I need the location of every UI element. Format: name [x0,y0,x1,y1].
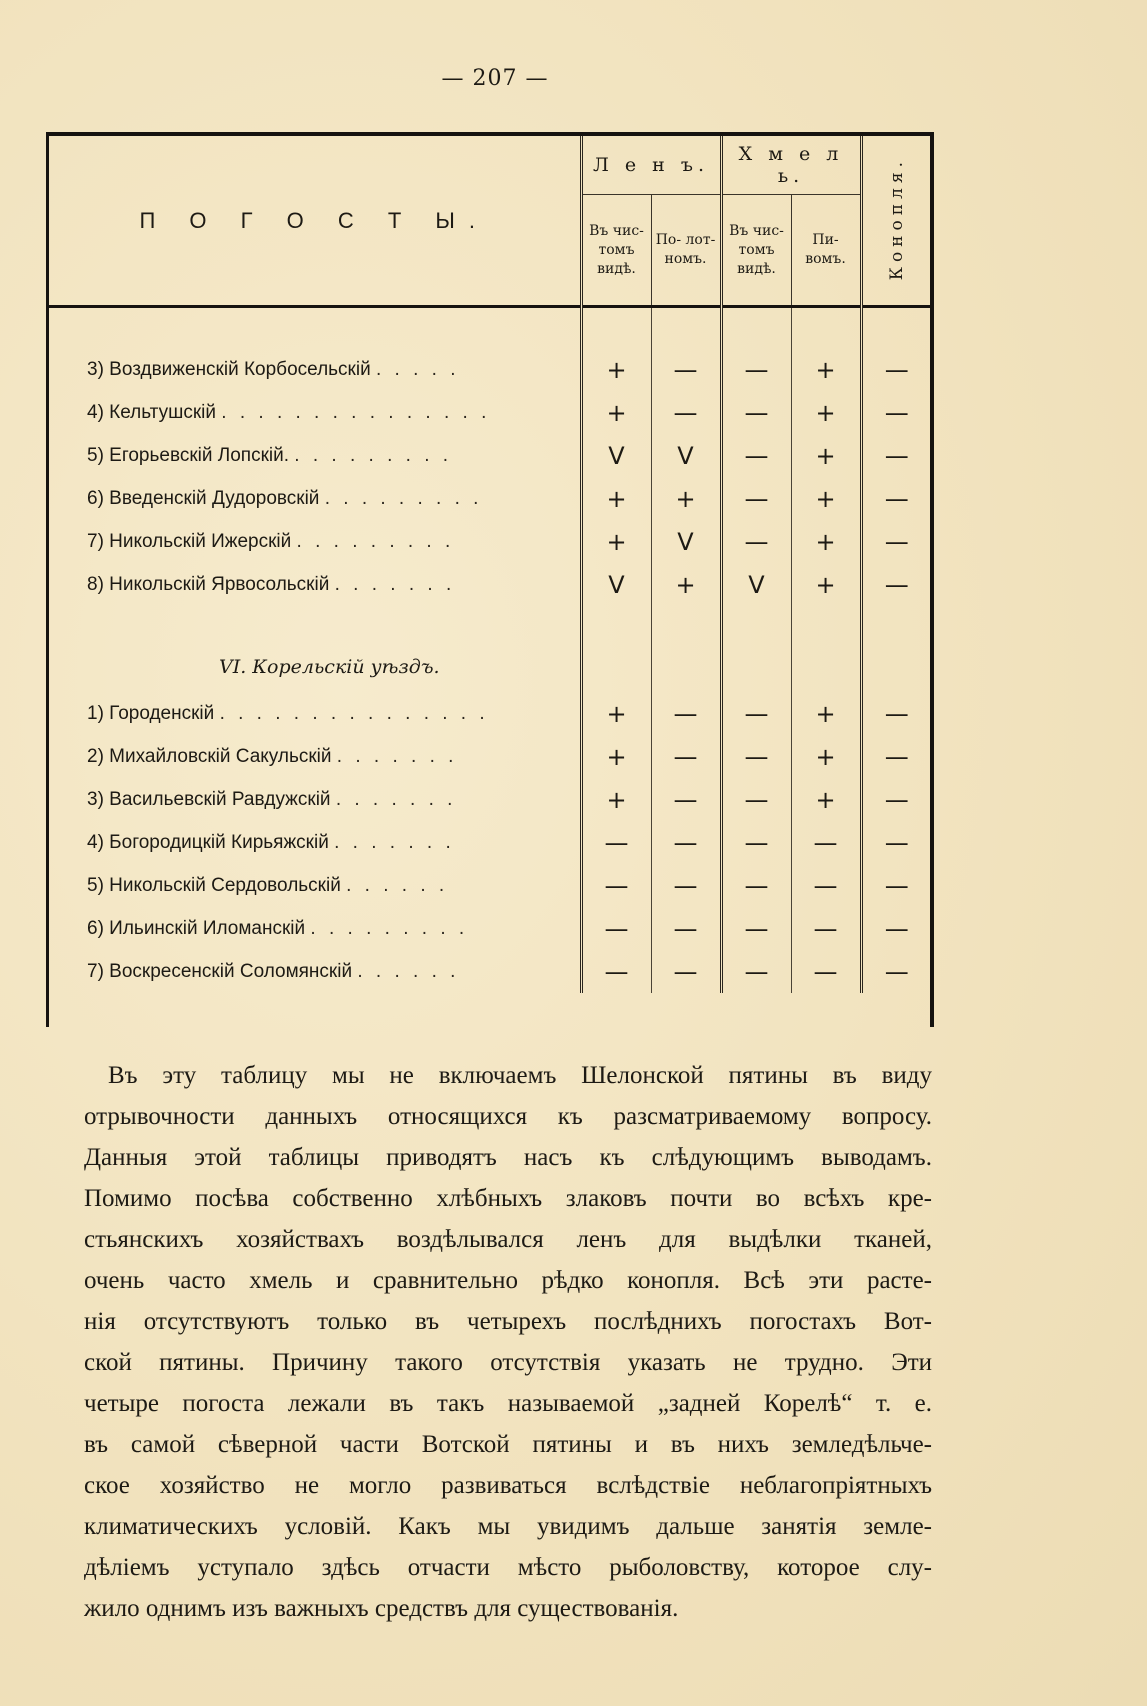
mark-hmel-beer: + [791,735,861,778]
leader-dots: . . . . . . . [334,573,456,595]
mark-konoplya: — [884,398,909,427]
mark-len-cloth: + [651,563,721,606]
paragraph-line: дѣліемъ уступало здѣсь отчасти мѣсто рыболовству, которое слу- [84,1554,932,1581]
pogost-label: 7) Никольскій Ижерскій [87,530,292,552]
mark-hmel-beer: — [791,821,861,864]
table-row [49,864,931,907]
mark-hmel-beer: — [791,950,861,993]
pogost-name [49,563,581,606]
leader-dots: . . . . . . . [335,788,457,810]
mark-len-pure: + [581,778,651,821]
leader-dots: . . . . . . . . . [296,530,455,552]
mark-konoplya: — [884,355,909,384]
pogost-name [49,434,581,477]
mark-hmel-beer: + [791,348,861,391]
mark-len-cloth: — [651,821,721,864]
body-paragraph [84,1055,932,1629]
table-row [49,821,931,864]
mark-konoplya: — [884,785,909,814]
mark-hmel-pure: — [721,950,791,993]
mark-len-pure: — [581,864,651,907]
pogost-name [49,477,581,520]
table-row [49,477,931,520]
mark-len-pure: + [581,735,651,778]
mark-hmel-pure: — [721,692,791,735]
mark-hmel-pure: — [721,907,791,950]
mark-len-pure: + [581,477,651,520]
mark-len-cloth: — [651,778,721,821]
table-row [49,563,931,606]
leader-dots: . . . . . . . . . . . . . . . [219,702,489,724]
table-row [49,391,931,434]
paragraph-line: Въ эту таблицу мы не включаемъ Шелонской пятины въ виду [108,1062,932,1089]
header-hmel-beer: Пи- вомъ. [791,195,861,307]
paragraph-line: очень часто хмель и сравнительно рѣдко конопля. Всѣ эти расте- [84,1267,932,1294]
table-row [49,907,931,950]
paragraph-line: нія отсутствуютъ только въ четырехъ послѣднихъ погостахъ Вот- [84,1308,932,1335]
leader-dots: . . . . . . . . . [310,917,469,939]
section-row [49,642,931,692]
pogost-name [49,907,581,950]
mark-konoplya: — [884,914,909,943]
leader-dots: . . . . . . . . . [294,444,453,466]
table-row [49,520,931,563]
pogost-label: 1) Городенскій [87,702,215,724]
mark-len-pure: V [581,563,651,606]
pogost-name [49,821,581,864]
paragraph-line: ской пятины. Причину такого отсутствія указать не трудно. Эти [84,1349,932,1376]
mark-hmel-beer: + [791,563,861,606]
paragraph-line: стьянскихъ хозяйствахъ воздѣлывался ленъ для выдѣлки тканей, [84,1226,932,1253]
leader-dots: . . . . . . . [336,745,458,767]
mark-hmel-pure: — [721,391,791,434]
mark-konoplya: — [884,828,909,857]
mark-hmel-pure: — [721,864,791,907]
pogost-label: 5) Егорьевскій Лопскій. [87,444,290,466]
mark-hmel-beer: + [791,692,861,735]
mark-len-pure: + [581,348,651,391]
paragraph-line: Помимо посѣва собственно хлѣбныхъ злаковъ почти во всѣхъ кре- [84,1185,932,1212]
mark-hmel-beer: + [791,477,861,520]
mark-konoplya: — [884,570,909,599]
mark-hmel-pure: — [721,477,791,520]
mark-hmel-beer: + [791,391,861,434]
header-pogosty: П О Г О С Т Ы. [49,136,581,307]
mark-hmel-beer: — [791,907,861,950]
table-row [49,735,931,778]
mark-konoplya: — [884,957,909,986]
header-len-cloth: По- лот- номъ. [651,195,721,307]
paragraph-line: въ самой сѣверной части Вотской пятины и въ нихъ земледѣльче- [84,1431,932,1458]
leader-dots: . . . . . . . . . [324,487,483,509]
paragraph-line: ское хозяйство не могло развиваться вслѣдствіе неблагопріятныхъ [84,1472,932,1499]
pogost-name [49,520,581,563]
mark-len-pure: — [581,950,651,993]
pogost-label: 6) Введенскій Дудоровскій [87,487,320,509]
header-len: Л е н ъ. [581,136,721,195]
table-row [49,692,931,735]
mark-konoplya: — [884,484,909,513]
mark-len-cloth: — [651,907,721,950]
pogosty-table [46,132,934,1027]
mark-konoplya: — [884,527,909,556]
mark-hmel-pure: — [721,520,791,563]
paragraph-line: отрывочности данныхъ относящихся къ разсматриваемому вопросу. [84,1103,932,1130]
header-len-pure: Въ чис- томъ видѣ. [581,195,651,307]
mark-len-pure: V [581,434,651,477]
header-hmel: Х м е л ь. [721,136,861,195]
table-row [49,950,931,993]
paragraph-line: климатическихъ условій. Какъ мы увидимъ дальше занятія земле- [84,1513,932,1540]
leader-dots: . . . . . . [357,960,460,982]
mark-len-cloth: — [651,950,721,993]
leader-dots: . . . . . . . . . . . . . . . [221,401,491,423]
mark-hmel-pure: — [721,821,791,864]
mark-len-pure: + [581,520,651,563]
mark-hmel-pure: — [721,735,791,778]
pogost-label: 4) Богородицкій Кирьяжскій [87,831,329,853]
pogost-name [49,692,581,735]
pogost-name [49,864,581,907]
mark-len-cloth: V [651,520,721,563]
section-title: VI. Корельскій уѣздъ. [49,642,581,692]
mark-len-cloth: + [651,477,721,520]
mark-hmel-beer: + [791,520,861,563]
pogost-label: 6) Ильинскій Иломанскій [87,917,306,939]
pogost-name [49,950,581,993]
mark-len-pure: + [581,391,651,434]
paragraph-line: жило однимъ изъ важныхъ средствъ для существованія. [84,1595,679,1622]
mark-konoplya: — [884,441,909,470]
pogost-label: 4) Кельтушскій [87,401,216,423]
header-konoplya: Конопля. [861,136,931,307]
pogost-label: 7) Воскресенскій Соломянскій [87,960,353,982]
mark-len-cloth: — [651,864,721,907]
mark-len-cloth: — [651,348,721,391]
mark-len-cloth: — [651,735,721,778]
leader-dots: . . . . . . [346,874,449,896]
mark-len-pure: — [581,907,651,950]
pogost-label: 8) Никольскій Ярвосольскій [87,573,330,595]
mark-len-pure: — [581,821,651,864]
mark-len-cloth: V [651,434,721,477]
mark-hmel-beer: + [791,778,861,821]
mark-len-cloth: — [651,391,721,434]
pogost-label: 5) Никольскій Сердовольскій [87,874,341,896]
leader-dots: . . . . . . . [334,831,455,853]
mark-konoplya: — [884,742,909,771]
paragraph-line: четыре погоста лежали въ такъ называемой „задней Корелѣ“ т. е. [84,1390,932,1417]
pogost-name [49,348,581,391]
paragraph-line: Данныя этой таблицы приводятъ насъ къ слѣдующимъ выводамъ. [84,1144,932,1171]
page-number: — 207 — [441,66,549,91]
pogost-label: 3) Воздвиженскій Корбосельскій [87,358,371,380]
mark-hmel-beer: + [791,434,861,477]
mark-hmel-pure: V [721,563,791,606]
table-row [49,434,931,477]
mark-konoplya: — [884,699,909,728]
pogost-name [49,735,581,778]
table-row [49,778,931,821]
pogost-label: 3) Васильевскій Равдужскій [87,788,331,810]
pogost-name [49,391,581,434]
mark-hmel-pure: — [721,434,791,477]
pogost-name [49,778,581,821]
mark-konoplya: — [884,871,909,900]
mark-len-pure: + [581,692,651,735]
leader-dots: . . . . . [375,358,460,380]
mark-hmel-pure: — [721,778,791,821]
mark-hmel-beer: — [791,864,861,907]
table-row [49,348,931,391]
mark-hmel-pure: — [721,348,791,391]
mark-len-cloth: — [651,692,721,735]
header-hmel-pure: Въ чис- томъ видѣ. [721,195,791,307]
pogost-label: 2) Михайловскій Сакульскій [87,745,332,767]
